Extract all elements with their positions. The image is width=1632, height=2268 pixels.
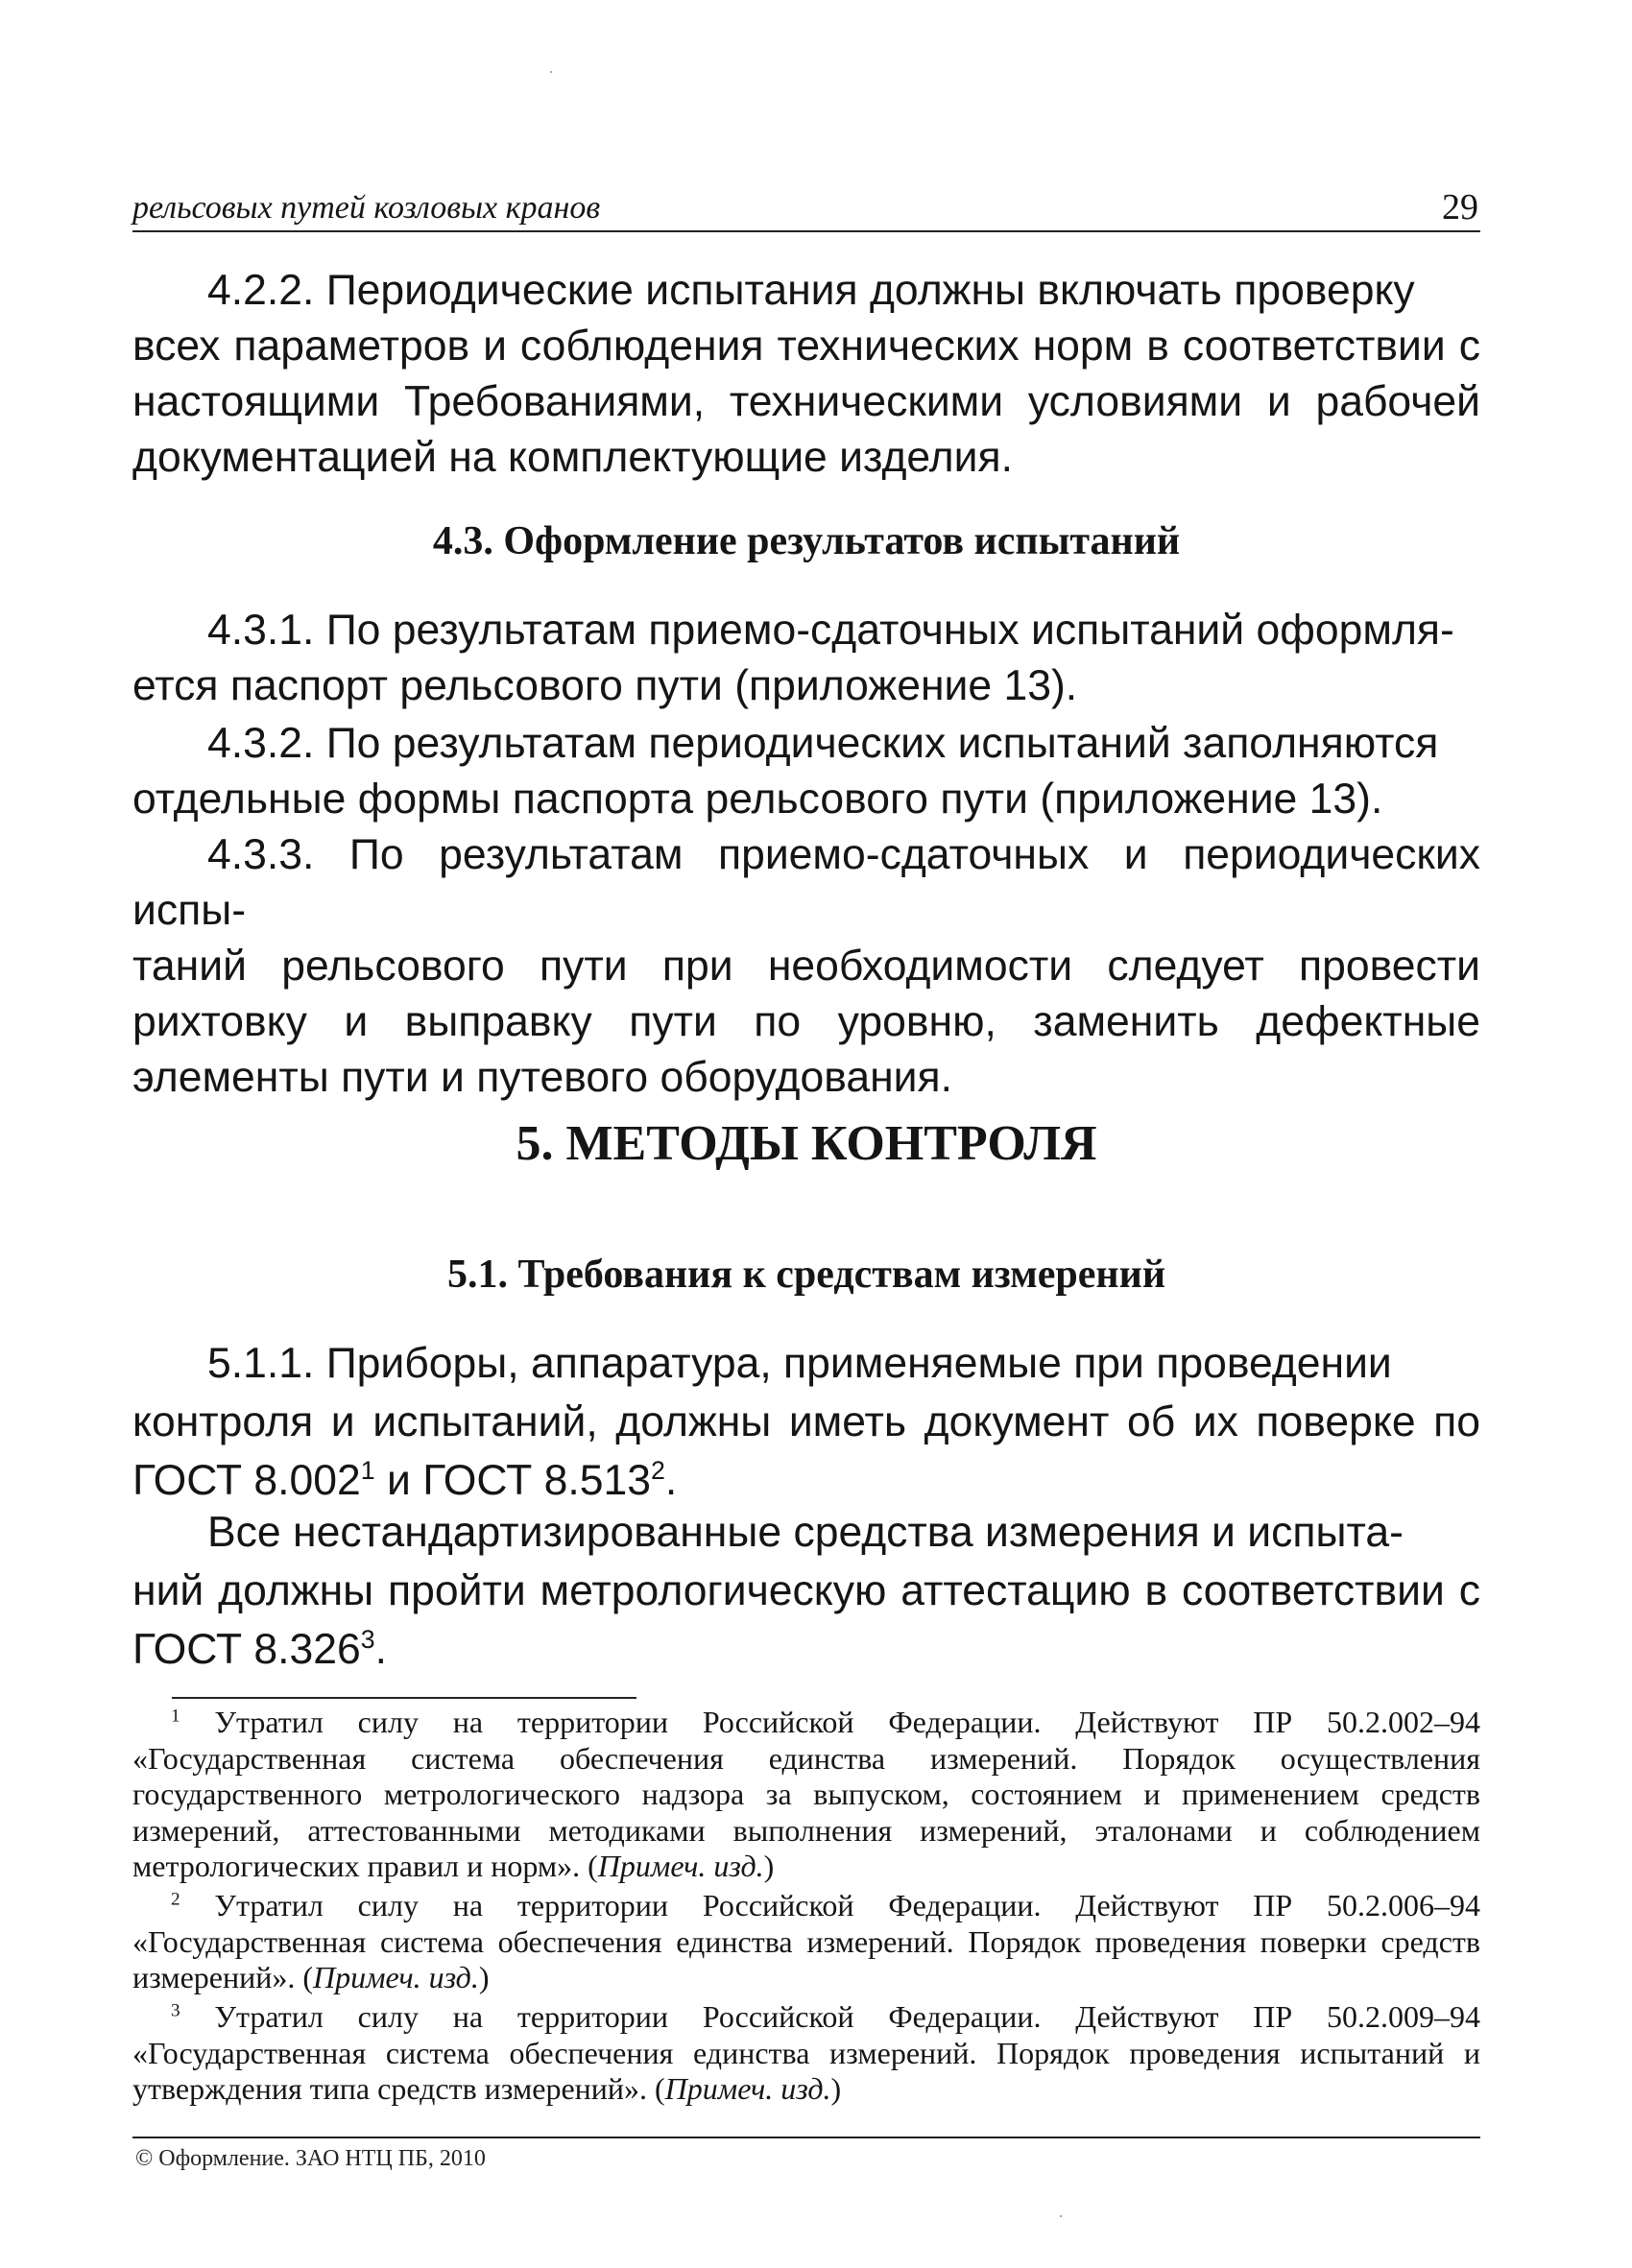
footer-separator bbox=[132, 2137, 1480, 2138]
paragraph-4-3-1 bbox=[132, 603, 1480, 714]
paragraph-4-3-2 bbox=[132, 716, 1480, 827]
paragraph-first-line: 4.3.3. По результатам приемо-сдаточных и периодических испы- bbox=[132, 831, 1480, 934]
paragraph-first-line: 5.1.1. Приборы, аппаратура, применяемые при проведении bbox=[207, 1340, 1392, 1387]
footnote-mark: 2 bbox=[171, 1889, 180, 1910]
paragraph-text: отдельные формы паспорта рельсового пути (приложение 13). bbox=[132, 776, 1383, 823]
paragraph-first-line: 4.3.1. По результатам приемо-сдаточных испытаний оформля- bbox=[207, 607, 1454, 654]
footnote-close: ) bbox=[763, 1849, 775, 1883]
footnote-ref[interactable]: 2 bbox=[651, 1456, 665, 1486]
paragraph-text: . bbox=[374, 1626, 387, 1673]
footnote-mark: 1 bbox=[171, 1706, 180, 1727]
paragraph-text: и ГОСТ 8.513 bbox=[374, 1457, 651, 1504]
paragraph-first-line: Все нестандартизированные средства измерения и испыта- bbox=[207, 1509, 1404, 1556]
page-number: 29 bbox=[1442, 187, 1478, 227]
paragraph-metrology bbox=[132, 1503, 1480, 1679]
footnote-text: Утратил силу на территории Российской Федерации. Действуют ПР 50.2.009–94 «Государственная система обеспечения единства измерений. Порядок проведения испытаний и утверждения типа средств измерений». ( bbox=[132, 1999, 1480, 2106]
footnote-1 bbox=[132, 1705, 1480, 1885]
footnote-ref[interactable]: 3 bbox=[360, 1625, 375, 1655]
editor-note: Примеч. изд. bbox=[597, 1849, 764, 1883]
section-heading-5-1: 5.1. Требования к средствам измерений bbox=[446, 1253, 1166, 1297]
footnote-separator bbox=[172, 1697, 636, 1699]
paragraph-text: контроля и испытаний, должны иметь документ об их поверке по ГОСТ 8.002 bbox=[132, 1398, 1480, 1504]
paragraph-5-1-1 bbox=[132, 1334, 1480, 1510]
footnote-mark: 3 bbox=[171, 2000, 180, 2021]
footnote-3 bbox=[132, 1999, 1480, 2108]
paragraph-text: ний должны пройти метрологическую аттестацию в соответствии с ГОСТ 8.326 bbox=[132, 1567, 1480, 1673]
paragraph-4-3-3 bbox=[132, 827, 1480, 1106]
running-header bbox=[132, 186, 1480, 232]
paragraph-first-line: 4.3.2. По результатам периодических испытаний заполняются bbox=[207, 720, 1439, 767]
paragraph-text: всех параметров и соблюдения технических норм в соответствии с настоящими Требованиями, техническими условиями и рабочей документацией на комплектующие изделия. bbox=[132, 322, 1480, 481]
running-header-title: рельсовых путей козловых кранов bbox=[132, 190, 601, 226]
paragraph-first-line: 4.2.2. Периодические испытания должны включать проверку bbox=[207, 267, 1415, 314]
footnote-text: Утратил силу на территории Российской Федерации. Действуют ПР 50.2.002–94 «Государственная система обеспечения единства измерений. Порядок осуществления государственного метрологического надзора за выпуском, состоянием и применением средств измерений, аттестованными методиками выполнения измерений, эталонами и соблюдением метрологических правил и норм». ( bbox=[132, 1705, 1480, 1883]
chapter-heading-5: 5. МЕТОДЫ КОНТРОЛЯ bbox=[516, 1116, 1097, 1171]
footnote-ref[interactable]: 1 bbox=[360, 1456, 375, 1486]
paragraph-text: ется паспорт рельсового пути (приложение 13). bbox=[132, 662, 1078, 709]
footnote-2 bbox=[132, 1888, 1480, 1996]
footnote-close: ) bbox=[478, 1960, 490, 1994]
editor-note: Примеч. изд. bbox=[313, 1960, 479, 1994]
paragraph-text: таний рельсового пути при необходимости следует провести рихтовку и выправку пути по уровню, заменить дефектные элементы пути и путевого оборудования. bbox=[132, 943, 1480, 1101]
footnote-close: ) bbox=[830, 2071, 842, 2106]
editor-note: Примеч. изд. bbox=[664, 2071, 831, 2106]
paragraph-4-2-2 bbox=[132, 263, 1480, 486]
paragraph-text: . bbox=[664, 1457, 678, 1504]
copyright-notice: © Оформление. ЗАО НТЦ ПБ, 2010 bbox=[135, 2146, 486, 2171]
footnote-text: Утратил силу на территории Российской Федерации. Действуют ПР 50.2.006–94 «Государственная система обеспечения единства измерений. Порядок проведения поверки средств измерений». ( bbox=[132, 1888, 1480, 1994]
section-heading-4-3: 4.3. Оформление результатов испытаний bbox=[432, 519, 1181, 563]
scan-speck bbox=[550, 71, 552, 73]
scan-speck bbox=[1060, 2215, 1062, 2217]
